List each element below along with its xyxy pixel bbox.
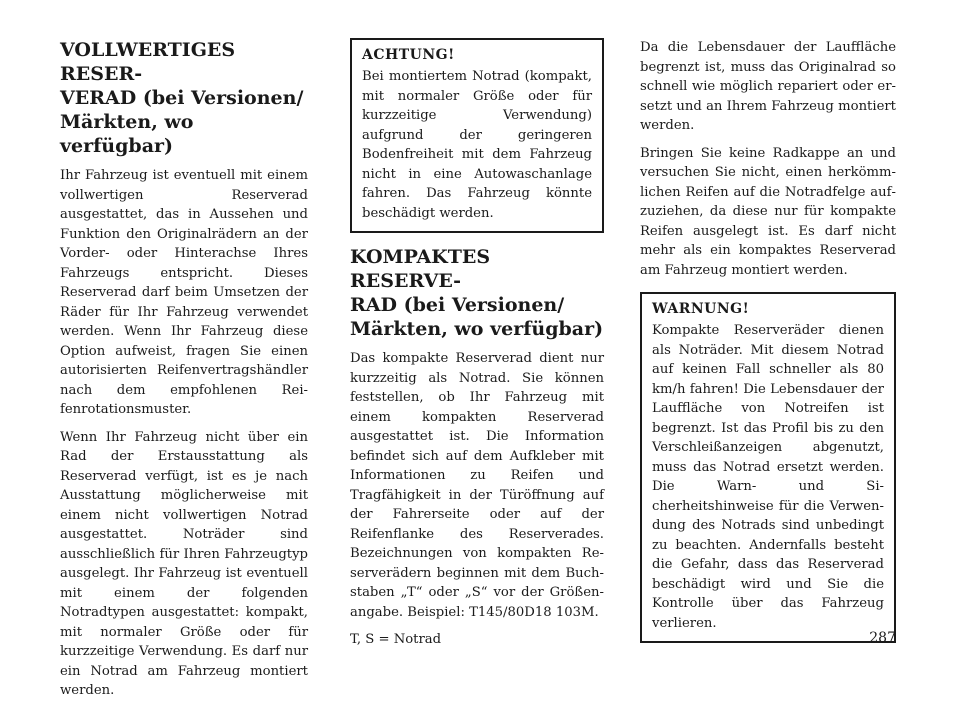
warning-title: WARNUNG! bbox=[652, 301, 750, 317]
paragraph: Ihr Fahrzeug ist eventuell mit einem vollwertigen Reserverad ausgestattet, das in Aussehen und Funktion den Originalrädern an der Vorder- oder Hinterachse Ihres Fahrzeugs entspricht. Dieses Reserverad darf beim Umsetzen der Räder für Ihr Fahrzeug verwendet werden. Wenn Ihr Fahrzeug diese Option aufweist, fragen Sie einen autorisierten Reifenvertragshändler nach dem empfohlenen Reifenrotationsmuster. bbox=[60, 168, 308, 417]
column-left bbox=[60, 38, 308, 709]
column-middle bbox=[350, 38, 604, 658]
column-right bbox=[640, 38, 896, 643]
paragraph: T, S = Notrad bbox=[350, 632, 442, 647]
warning-box bbox=[640, 292, 896, 643]
caution-text: Bei montiertem Notrad (kompakt, mit normaler Größe oder für kurzzeitige Verwendung) aufgrund der geringeren Bodenfreiheit mit dem Fahrzeug nicht in eine Autowaschanlage fahren. Das Fahrzeug könnte beschädigt werden. bbox=[362, 69, 592, 221]
paragraph: Da die Lebensdauer der Lauffläche begrenzt ist, muss das Originalrad so schnell wie möglich repariert oder ersetzt und an Ihrem Fahrzeug montiert werden. bbox=[640, 40, 896, 133]
paragraph: Wenn Ihr Fahrzeug nicht über ein Rad der Erstausstattung als Reserverad verfügt, ist es je nach Ausstattung möglicherweise mit einem nicht vollwertigen Notrad ausgestattet. Noträder sind ausschließlich für Ihren Fahrzeugtyp ausgelegt. Ihr Fahrzeug ist eventuell mit einem der folgenden Notradtypen ausgestattet: kompakt, mit normaler Größe oder für kurzzeitige Verwendung. Es darf nur ein Notrad am Fahrzeug montiert werden. bbox=[60, 429, 308, 698]
caution-box bbox=[350, 38, 604, 233]
paragraph: Das kompakte Reserverad dient nur kurzzeitig als Notrad. Sie können feststellen, ob Ihr Fahrzeug mit einem kompakten Reserverad ausgestattet ist. Die Information befindet sich auf dem Aufkleber mit Informationen zu Reifen und Tragfähigkeit in der Türöffnung auf der Fahrerseite oder auf der Reifenflanke des Reserverades. Bezeichnungen von kompakten Reserverädern beginnen mit dem Buchstaben „T“ oder „S“ vor der Größenangabe. Beispiel: T145/80D18 103M. bbox=[350, 351, 604, 620]
warning-text: Kompakte Reserveräder dienen als Noträder. Mit diesem Notrad auf keinen Fall schneller als 80 km/h fahren! Die Lebensdauer der Lauffläche von Notreifen ist begrenzt. Ist das Profil bis zu den Verschleißanzeigen abgenutzt, muss das Notrad ersetzt werden. Die Warn- und Sicherheitshinweise für die Verwendung des Notrads sind unbedingt zu beachten. Andernfalls besteht die Gefahr, dass das Reserverad beschädigt wird und Sie die Kontrolle über das Fahrzeug verlieren. bbox=[652, 323, 884, 631]
caution-title: ACHTUNG! bbox=[362, 47, 455, 63]
page-number: 287 bbox=[869, 630, 896, 646]
section-heading-compact-spare: KOMPAKTES RESERVE- RAD (bei Versionen/ Märkten, wo verfügbar) bbox=[350, 246, 604, 340]
paragraph: Bringen Sie keine Radkappe an und versuchen Sie nicht, einen herkömmlichen Reifen auf die Notradfelge aufzuziehen, da diese nur für kompakte Reifen ausgelegt ist. Es darf nicht mehr als ein kompaktes Reserverad am Fahrzeug montiert werden. bbox=[640, 145, 896, 278]
section-heading-full-spare: VOLLWERTIGES RESER- VERAD (bei Versionen/ Märkten, wo verfügbar) bbox=[60, 39, 304, 157]
